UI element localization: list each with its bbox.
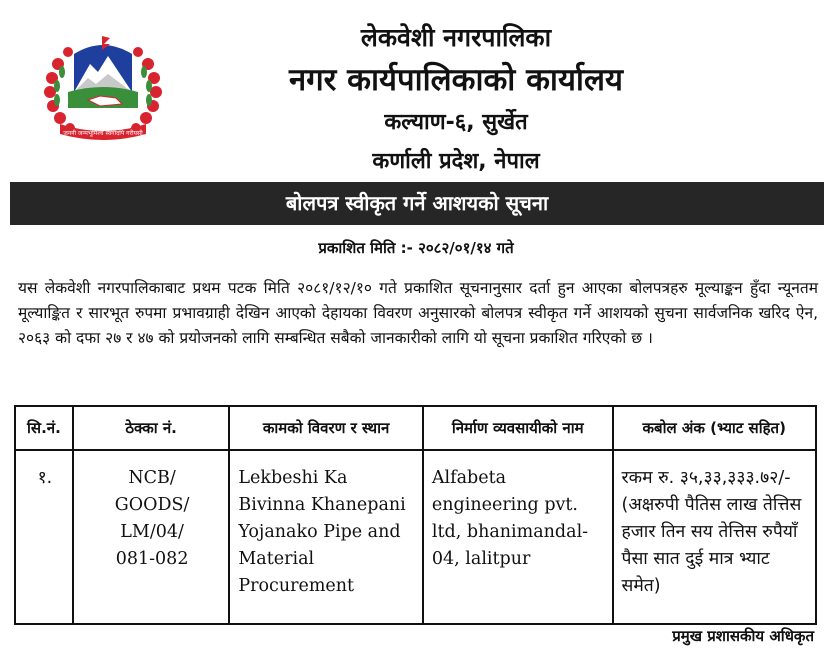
office-name: नगर कार्यपालिकाको कार्यालय (289, 62, 623, 98)
column-header-sn: सि.नं. (15, 406, 73, 450)
province-name: कर्णाली प्रदेश, नेपाल (372, 149, 540, 174)
column-header-tender-no: ठेक्का नं. (73, 406, 230, 450)
municipality-name: लेकवेशी नगरपालिका (360, 23, 552, 52)
tender-table (14, 405, 817, 625)
cell-tender-no: NCB/ GOODS/ LM/04/ 081-082 (73, 450, 230, 624)
table-header-row (15, 406, 816, 450)
cell-sn: १. (15, 450, 73, 624)
signature-title: प्रमुख प्रशासकीय अधिकृत (672, 627, 814, 645)
notice-title-banner: बोलपत्र स्वीकृत गर्ने आशयको सूचना (10, 182, 824, 225)
column-header-amount: कबोल अंक (भ्याट सहित) (613, 406, 816, 450)
column-header-contractor: निर्माण व्यवसायीको नाम (423, 406, 613, 450)
published-date: प्रकाशित मिति :- २०८२/०१/१४ गते (318, 239, 514, 257)
office-address: कल्याण-६, सुर्खेत (384, 110, 528, 135)
cell-amount: रकम रु. ३५,३३,३३३.७२/- (अक्षरुपी पैतिस लाख तेत्तिस हजार तिन सय तेत्तिस रुपैयाँ पैसा सात दुई मात्र भ्याट समेत) (613, 450, 816, 624)
cell-work: Lekbeshi Ka Bivinna Khanepani Yojanako Pipe and Material Procurement (229, 450, 423, 624)
table-row (15, 450, 816, 624)
svg-text:जननी जन्मभूमिश्च स्वर्गादपि गर: जननी जन्मभूमिश्च स्वर्गादपि गरीयसी (63, 130, 143, 137)
cell-contractor: Alfabeta engineering pvt. ltd, bhanimandal-04, lalitpur (423, 450, 613, 624)
column-header-work: कामको विवरण र स्थान (229, 406, 423, 450)
notice-body: यस लेकवेशी नगरपालिकाबाट प्रथम पटक मिति २०८१/१२/१० गते प्रकाशित सूचनानुसार दर्ता हुन आएका बोलपत्रहरु मूल्याङ्कन हुँदा न्यूनतम मूल्याङ्कित र सारभूत रुपमा प्रभावग्राही देखिन आएको देहायका विवरण अनुसारको बोलपत्र स्वीकृत गर्ने आशयको सुचना सार्वजनिक खरिद ऐन, २०६३ को दफा २७ र ४७ को प्रयोजनको लागि सम्बन्धित सबैको जानकारीको लागि यो सूचना प्रकाशित गरिएको छ । (18, 279, 818, 347)
